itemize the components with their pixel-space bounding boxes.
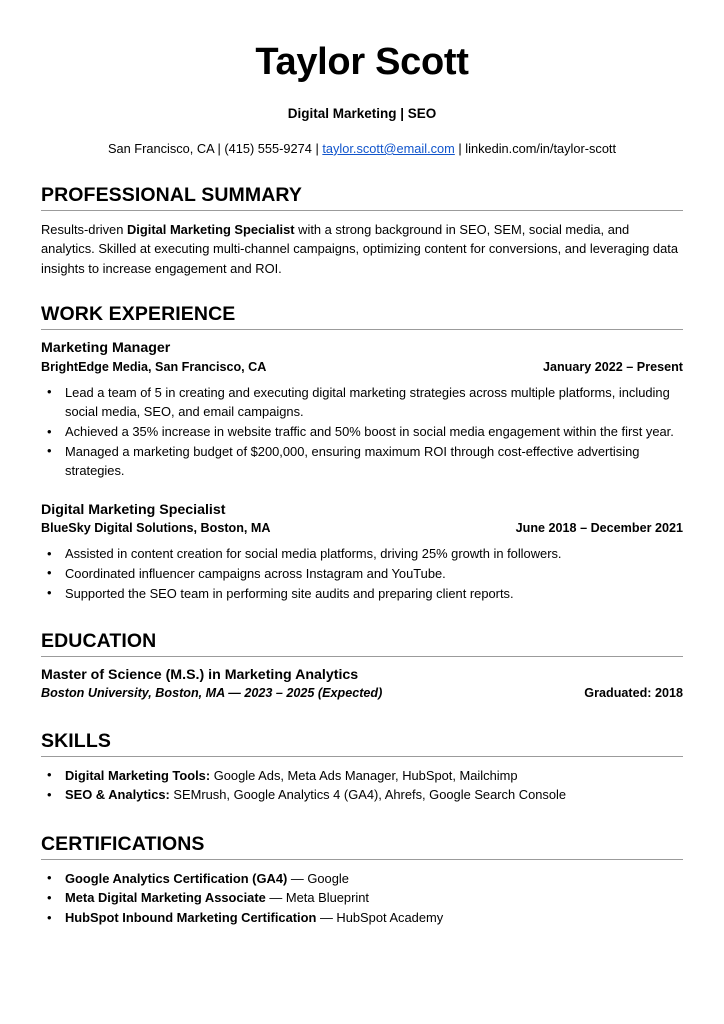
list-item: • Lead a team of 5 in creating and executing digital marketing strategies across multiple platforms, including social media, SEO, and email campaigns. [41,383,683,422]
certification-label: HubSpot Inbound Marketing Certification [65,910,317,926]
summary-text-before: Results-driven [41,221,127,237]
list-item [41,908,683,928]
list-item [41,869,683,889]
section-rule-skills [41,756,683,757]
skill-value: SEMrush, Google Analytics 4 (GA4), Ahrefs, Google Search Console [169,787,567,803]
job-entry [41,501,683,603]
resume-name: Taylor Scott [255,41,469,83]
certifications-list [41,869,683,928]
education-meta-line [41,686,683,700]
job-dates: January 2022 – Present [542,359,683,374]
contact-location: San Francisco, CA [107,140,214,156]
contact-separator-2: | [315,140,319,156]
job-title: Marketing Manager [41,340,171,357]
job-meta-line [41,520,683,537]
contact-separator-1: | [217,140,221,156]
job-bullet-list [41,544,683,603]
section-rule-certifications [41,859,683,860]
education-school: Boston University, Boston, MA — 2023 – 2025 (Expected) [41,685,383,700]
certification-issuer: — HubSpot Academy [316,910,444,926]
section-professional-summary [41,184,683,279]
summary-text-bold: Digital Marketing Specialist [126,221,295,237]
section-work-experience [41,303,683,603]
contact-phone: (415) 555-9274 [224,140,312,156]
summary-text-after: with a strong background in SEO, SEM, social media, and analytics. Skilled at executing multi-channel campaigns, optimizing content for conversions, and leveraging data insights to increase engagement and ROI. [41,221,679,276]
skills-list [41,766,683,805]
section-certifications [41,833,683,928]
job-meta-line [41,359,683,376]
contact-email-link[interactable]: taylor.scott@email.com [322,140,455,156]
section-title-summary: PROFESSIONAL SUMMARY [41,183,302,206]
job-entry [41,339,683,481]
section-rule-summary [41,210,683,211]
job-company: BrightEdge Media, San Francisco, CA [41,359,267,374]
education-degree: Master of Science (M.S.) in Marketing Analytics [41,667,359,684]
job-dates: June 2018 – December 2021 [515,521,683,536]
certification-label: Google Analytics Certification (GA4) [65,870,288,886]
list-item [41,785,683,805]
resume-subtitle: Digital Marketing | SEO [287,105,437,121]
certification-issuer: — Meta Blueprint [265,890,369,906]
certification-label: Meta Digital Marketing Associate [65,890,266,906]
contact-linkedin: linkedin.com/in/taylor-scott [465,140,617,156]
summary-paragraph [41,220,683,279]
list-item [41,766,683,786]
list-item [41,888,683,908]
list-item: • Assisted in content creation for social media platforms, driving 25% growth in followers. [41,544,683,564]
contact-separator-3: | [458,140,462,156]
job-company: BlueSky Digital Solutions, Boston, MA [41,521,271,536]
section-title-experience: WORK EXPERIENCE [41,303,236,326]
job-title: Digital Marketing Specialist [41,501,226,518]
list-item: • Achieved a 35% increase in website traffic and 50% boost in social media engagement within the first year. [41,422,683,442]
certification-issuer: — Google [287,870,349,886]
list-item: • Managed a marketing budget of $200,000, ensuring maximum ROI through cost-effective advertising strategies. [41,442,683,481]
education-graduated: Graduated: 2018 [584,685,683,700]
list-item: • Coordinated influencer campaigns across Instagram and YouTube. [41,564,683,584]
skill-value: Google Ads, Meta Ads Manager, HubSpot, Mailchimp [210,767,518,783]
job-bullet-list [41,383,683,481]
list-item: • Supported the SEO team in performing site audits and preparing client reports. [41,584,683,604]
contact-line [41,121,683,158]
education-entry [41,666,683,699]
section-title-education: EDUCATION [41,630,157,653]
section-education [41,630,683,699]
skill-label: SEO & Analytics: [65,787,170,803]
section-title-certifications: CERTIFICATIONS [41,832,205,855]
section-title-skills: SKILLS [41,729,111,752]
section-rule-education [41,656,683,657]
section-rule-experience [41,329,683,330]
skill-label: Digital Marketing Tools: [65,767,211,783]
section-skills [41,730,683,805]
